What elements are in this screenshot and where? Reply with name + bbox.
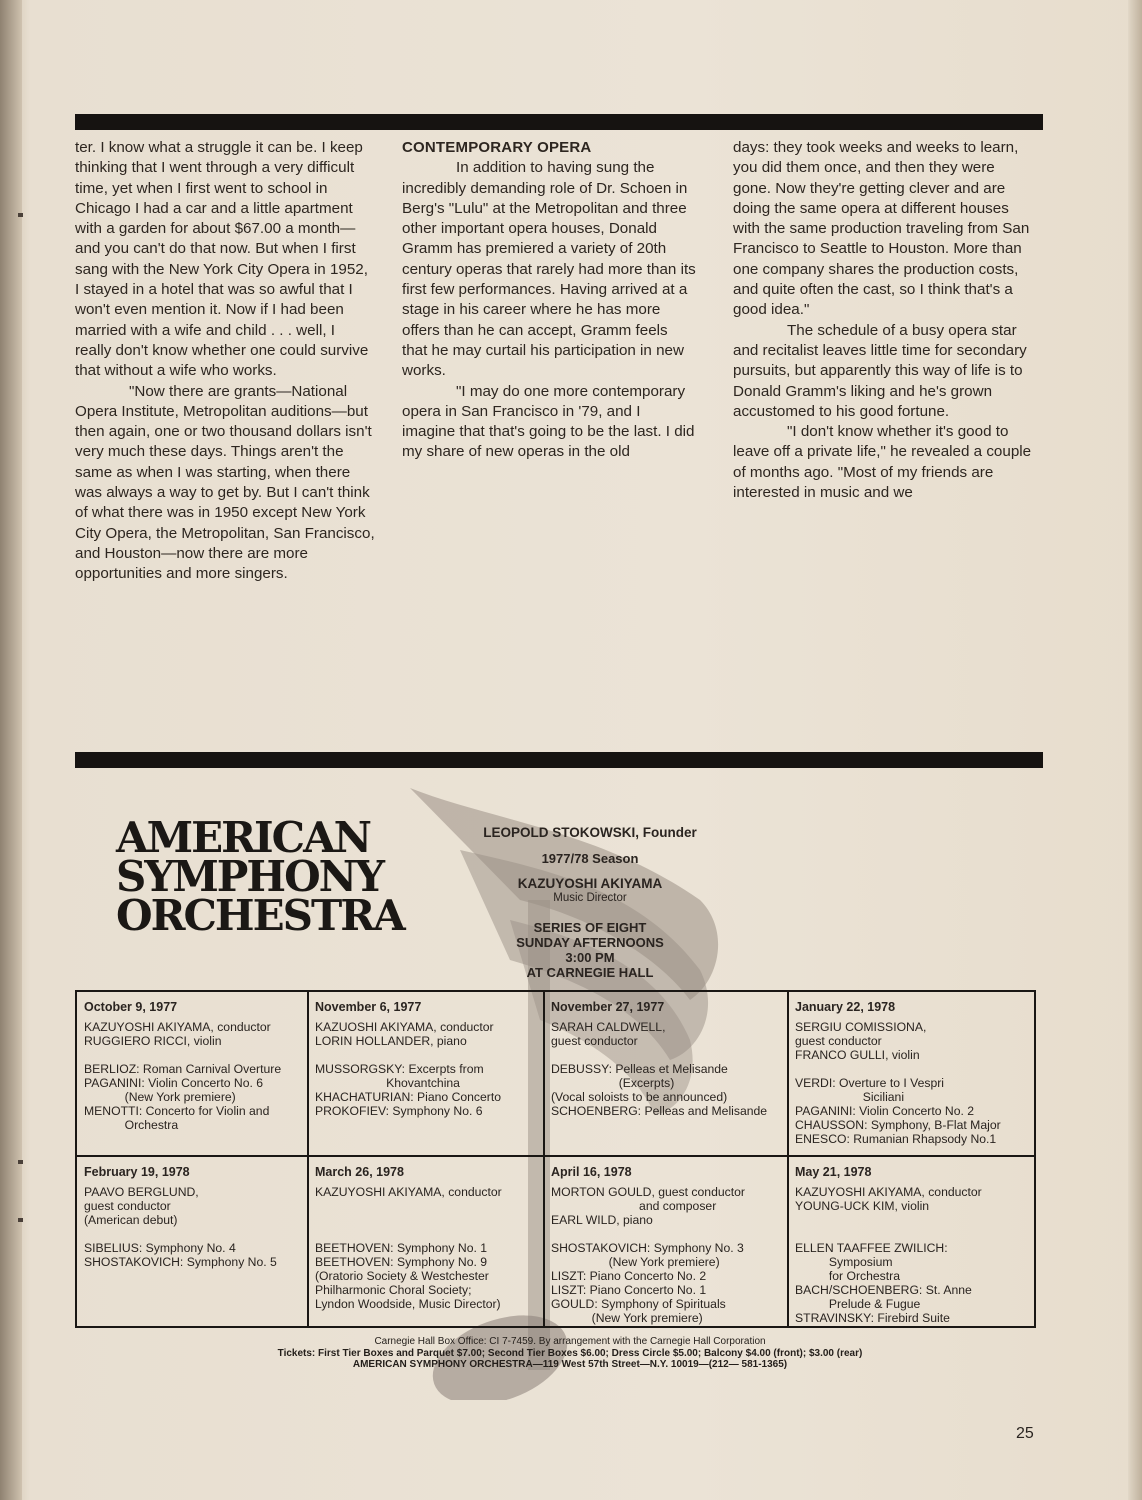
concert-program-item: PROKOFIEV: Symphony No. 6 [315, 1104, 483, 1118]
concert-artist: KAZUYOSHI AKIYAMA, conductor [315, 1185, 502, 1199]
concert-program-item: KHACHATURIAN: Piano Concerto [315, 1090, 502, 1104]
concert-artist: SERGIU COMISSIONA, [795, 1020, 927, 1034]
concert-program-item: (New York premiere) [551, 1255, 720, 1269]
title-line: ORCHESTRA [116, 891, 404, 940]
concert-program-item [795, 1227, 1028, 1241]
concert-artist: YOUNG-UCK KIM, violin [795, 1199, 930, 1213]
founder-line: LEOPOLD STOKOWSKI, Founder [483, 825, 697, 840]
ad-footer [150, 1336, 990, 1371]
spacer [795, 1062, 1028, 1076]
spacer [551, 1048, 781, 1062]
spacer [551, 1227, 781, 1241]
title-line: SYMPHONY [116, 852, 384, 901]
concert-date: October 9, 1977 [84, 1000, 178, 1014]
concert-date: February 19, 1978 [84, 1165, 190, 1179]
concert-schedule-table [75, 990, 1036, 1328]
concert-artist: EARL WILD, piano [551, 1213, 653, 1227]
concert-program-item: BACH/SCHOENBERG: St. Anne [795, 1283, 972, 1297]
concert-program-item: MUSSORGSKY: Excerpts from [315, 1062, 484, 1076]
concert-cell [788, 992, 1034, 1146]
series-line: SUNDAY AFTERNOONS [516, 935, 664, 950]
concert-artist: LORIN HOLLANDER, piano [315, 1034, 467, 1048]
concert-artist: (American debut) [84, 1213, 178, 1227]
paragraph: In addition to having sung the incredibly demanding role of Dr. Schoen in Berg's "Lulu" at the Metropolitan and three other important opera houses, Donald Gramm has premiered a variety of 20th century operas that rarely had more than its first few performances. Having arrived at a stage in his career where he has more offers than he can accept, Gramm feels that he may curtail his participation in new works. [402, 159, 696, 380]
spacer [795, 1213, 1028, 1227]
series-line: SERIES OF EIGHT [533, 920, 647, 935]
concert-program-item: SIBELIUS: Symphony No. 4 [84, 1241, 236, 1255]
binding-mark [18, 1160, 23, 1164]
concert-program-item: SCHOENBERG: Pelleas and Melisande [551, 1104, 768, 1118]
series-line: 3:00 PM [565, 950, 615, 965]
season-line: 1977/78 Season [541, 851, 639, 866]
paragraph: "Now there are grants—National Opera Institute, Metropolitan auditions—but then again, one or two thousand dollars isn't very much these days. Things aren't the same as when I was starting, when there was always a way to get by. But I can't think of what there was in 1950 except New York City Opera, the Metropolitan, San Francisco, and Houston—now there are more opportunities and more singers. [75, 382, 375, 583]
concert-program-item: GOULD: Symphony of Spirituals [551, 1297, 726, 1311]
box-office-line: Carnegie Hall Box Office: CI 7-7459. By arrangement with the Carnegie Hall Corporation [374, 1336, 766, 1347]
tickets-line: Tickets: First Tier Boxes and Parquet $7.00; Second Tier Boxes $6.00; Dress Circle $5.00; Balcony $4.00 (front); $3.00 (rear) [277, 1347, 863, 1359]
concert-program-item: BEETHOVEN: Symphony No. 1 [315, 1241, 488, 1255]
concert-artist: RUGGIERO RICCI, violin [84, 1034, 222, 1048]
concert-program-item: MENOTTI: Concerto for Violin and [84, 1104, 270, 1118]
concert-date: May 21, 1978 [795, 1165, 872, 1179]
spacer [84, 1048, 301, 1062]
concert-artist: and composer [551, 1199, 717, 1213]
season-info [450, 825, 730, 980]
concert-program-item: Philharmonic Choral Society; [315, 1283, 472, 1297]
concert-program-item: Prelude & Fugue [795, 1297, 921, 1311]
concert-cell [77, 1157, 307, 1269]
concert-program-item: (Excerpts) [551, 1076, 675, 1090]
paragraph: The schedule of a busy opera star and recitalist leaves little time for secondary pursuits, but apparently this way of life is to Donald Gramm's liking and he's grown accustomed to his good fortune. [733, 321, 1027, 420]
concert-cell [788, 1157, 1034, 1325]
spacer [315, 1048, 537, 1062]
concert-program-item: for Orchestra [795, 1269, 900, 1283]
concert-program-item: Khovantchina [315, 1076, 460, 1090]
concert-program-item: LISZT: Piano Concerto No. 1 [551, 1283, 707, 1297]
paragraph: "I don't know whether it's good to leave off a private life," he revealed a couple of months ago. "Most of my friends are interested in music and we [733, 423, 1032, 502]
spacer [315, 1199, 537, 1213]
series-line: AT CARNEGIE HALL [526, 965, 654, 980]
binding-mark [18, 1218, 23, 1222]
concert-program-item: Lyndon Woodside, Music Director) [315, 1297, 501, 1311]
concert-artist: KAZUYOSHI AKIYAMA, conductor [795, 1185, 982, 1199]
paragraph: "I may do one more contemporary opera in San Francisco in '79, and I imagine that that's going to be the last. I did my share of new operas in the old [402, 382, 695, 461]
concert-cell [77, 992, 307, 1132]
article-column-3 [733, 138, 1033, 503]
binding-gutter [0, 0, 22, 1500]
concert-program-item: STRAVINSKY: Firebird Suite [795, 1311, 950, 1325]
concert-program-item [315, 1213, 537, 1227]
binding-mark [18, 213, 23, 217]
concert-program-item [315, 1227, 537, 1241]
concert-artist: guest conductor [551, 1034, 638, 1048]
concert-artist: KAZUOSHI AKIYAMA, conductor [315, 1020, 494, 1034]
concert-program-item: SHOSTAKOVICH: Symphony No. 5 [84, 1255, 277, 1269]
concert-cell [308, 1157, 543, 1311]
concert-date: November 27, 1977 [551, 1000, 665, 1014]
paragraph: days: they took weeks and weeks to learn, you did them once, and then they were gone. Now they're getting clever and are doing the same opera at different houses with the same production traveling from San Francisco to Seattle to Houston. More than one company shares the production costs, and quite often the cast, so I think that's a good idea." [733, 139, 1030, 319]
orchestra-logo-title [116, 813, 404, 940]
page-edge [1128, 0, 1142, 1500]
concert-artist: SARAH CALDWELL, [551, 1020, 666, 1034]
concert-program-item: Siciliani [795, 1090, 905, 1104]
concert-program-item: DEBUSSY: Pelleas et Melisande [551, 1062, 728, 1076]
concert-date: April 16, 1978 [551, 1165, 632, 1179]
concert-program-item: PAGANINI: Violin Concerto No. 6 [84, 1076, 264, 1090]
spacer [84, 1227, 301, 1241]
concert-cell [544, 992, 787, 1118]
concert-program-item: Symposium [795, 1255, 893, 1269]
concert-artist: MORTON GOULD, guest conductor [551, 1185, 745, 1199]
concert-program-item: BEETHOVEN: Symphony No. 9 [315, 1255, 488, 1269]
concert-program-item: ENESCO: Rumanian Rhapsody No.1 [795, 1132, 997, 1146]
concert-program-item: ELLEN TAAFFEE ZWILICH: [795, 1241, 948, 1255]
concert-date: January 22, 1978 [795, 1000, 896, 1014]
concert-program-item: LISZT: Piano Concerto No. 2 [551, 1269, 707, 1283]
concert-artist: FRANCO GULLI, violin [795, 1048, 920, 1062]
section-heading: CONTEMPORARY OPERA [402, 139, 592, 156]
concert-cell [544, 1157, 787, 1325]
concert-program-item: (New York premiere) [84, 1090, 236, 1104]
concert-program-item: SHOSTAKOVICH: Symphony No. 3 [551, 1241, 744, 1255]
concert-program-item: BERLIOZ: Roman Carnival Overture [84, 1062, 282, 1076]
concert-artist: KAZUYOSHI AKIYAMA, conductor [84, 1020, 271, 1034]
article-column-2 [402, 138, 696, 463]
music-director-name: KAZUYOSHI AKIYAMA [517, 876, 663, 891]
concert-program-item: Orchestra [84, 1118, 179, 1132]
address-line: AMERICAN SYMPHONY ORCHESTRA—119 West 57th Street—N.Y. 10019—(212— 581-1365) [352, 1359, 788, 1370]
concert-program-item: (Oratorio Society & Westchester [315, 1269, 489, 1283]
concert-artist: guest conductor [795, 1034, 882, 1048]
concert-program-item: VERDI: Overture to I Vespri [795, 1076, 945, 1090]
paragraph: ter. I know what a struggle it can be. I keep thinking that I went through a very difficult time, yet when I first went to school in Chicago I had a car and a little apartment with a garden for about $67.00 a month—and you can't do that now. But when I first sang with the New York City Opera in 1952, I stayed in a hotel that was so awful that I won't even mention it. Now if I had been married with a wife and child . . . well, I really don't know whether one could survive that without a wife who works. [75, 139, 369, 380]
concert-artist: guest conductor [84, 1199, 171, 1213]
concert-date: November 6, 1977 [315, 1000, 422, 1014]
concert-program-item: CHAUSSON: Symphony, B-Flat Major [795, 1118, 1001, 1132]
top-rule-bar [75, 114, 1043, 130]
concert-program-item: PAGANINI: Violin Concerto No. 2 [795, 1104, 975, 1118]
music-director-role: Music Director [553, 892, 627, 904]
concert-artist: PAAVO BERGLUND, [84, 1185, 199, 1199]
concert-date: March 26, 1978 [315, 1165, 404, 1179]
concert-program-item: (Vocal soloists to be announced) [551, 1090, 728, 1104]
ad-rule-bar [75, 752, 1043, 768]
article-column-1 [75, 138, 375, 585]
title-line: AMERICAN [116, 813, 371, 862]
concert-cell [308, 992, 543, 1118]
concert-program-item: (New York premiere) [551, 1311, 703, 1325]
page-number: 25 [1016, 1425, 1034, 1442]
